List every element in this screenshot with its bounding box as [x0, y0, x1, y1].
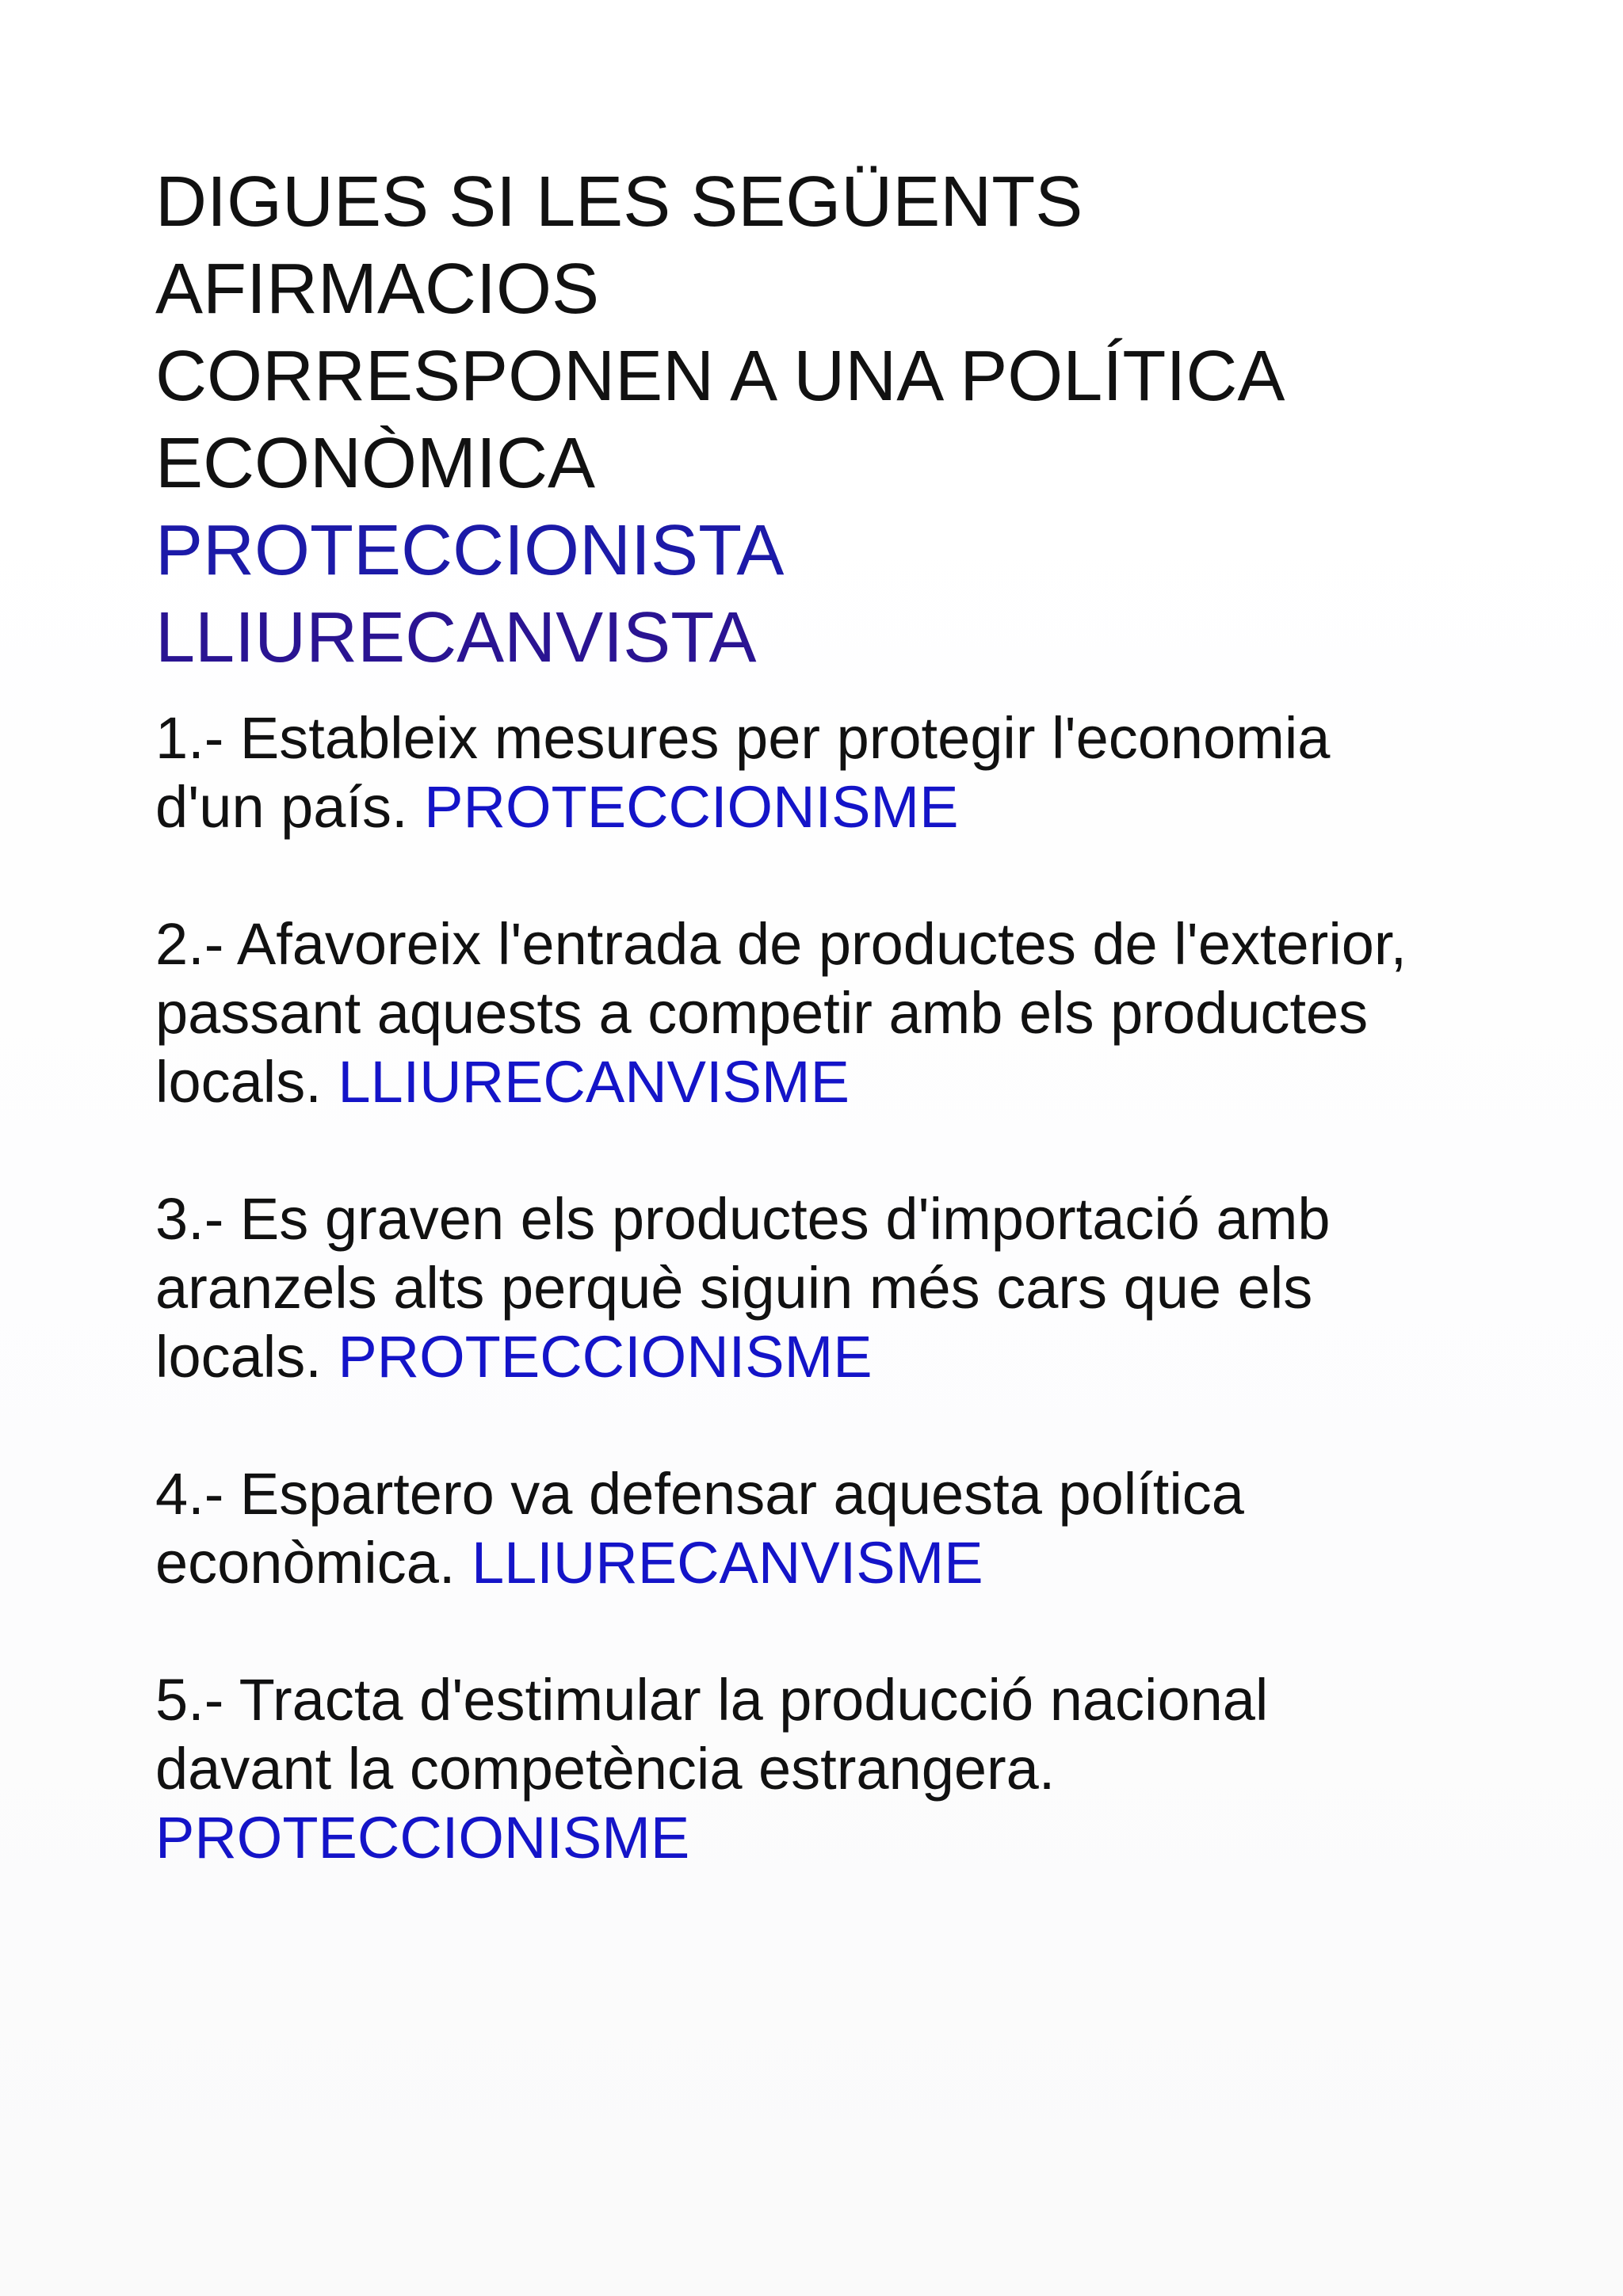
heading-line-4: ECONÒMICA — [155, 424, 596, 503]
question-5-line-2: davant la competència estrangera. — [155, 1736, 1056, 1802]
question-1-answer: PROTECCIONISME — [424, 774, 959, 840]
heading-line-2: AFIRMACIOS — [155, 250, 600, 329]
question-item — [155, 704, 1503, 841]
question-2-line-2: passant aquests a competir amb els productes — [155, 980, 1369, 1046]
question-4-text: econòmica. — [155, 1530, 472, 1596]
question-2-answer: LLIURECANVISME — [338, 1049, 850, 1115]
question-3-line-2: aranzels alts perquè siguin més cars que els — [155, 1255, 1313, 1321]
question-3-line-1: 3.- Es graven els productes d'importació amb — [155, 1186, 1331, 1252]
question-3-line-3 — [155, 1322, 1503, 1391]
question-5-line-1: 5.- Tracta d'estimular la producció nacional — [155, 1667, 1269, 1733]
question-2-text: locals. — [155, 1049, 338, 1115]
question-1-line-1: 1.- Estableix mesures per protegir l'economia — [155, 705, 1331, 771]
question-4-answer: LLIURECANVISME — [471, 1530, 983, 1596]
instruction-heading — [155, 158, 1503, 681]
question-1-line-2 — [155, 772, 1503, 841]
question-item — [155, 910, 1503, 1116]
question-5-answer: PROTECCIONISME — [155, 1805, 690, 1871]
question-4-line-2 — [155, 1528, 1503, 1597]
question-1-text: d'un país. — [155, 774, 425, 840]
question-4-line-1: 4.- Espartero va defensar aquesta política — [155, 1461, 1244, 1527]
option-free-trade: LLIURECANVISTA — [155, 598, 757, 677]
heading-line-3: CORRESPONEN A UNA POLÍTICA — [155, 337, 1285, 416]
question-3-answer: PROTECCIONISME — [338, 1324, 873, 1390]
question-item — [155, 1459, 1503, 1597]
question-item — [155, 1665, 1503, 1872]
question-2-line-1: 2.- Afavoreix l'entrada de productes de l'exterior, — [155, 911, 1407, 977]
heading-line-1: DIGUES SI LES SEGÜENTS — [155, 162, 1083, 242]
question-2-line-3 — [155, 1047, 1503, 1116]
document-content — [155, 158, 1503, 1940]
option-protectionist: PROTECCIONISTA — [155, 511, 785, 590]
question-3-text: locals. — [155, 1324, 338, 1390]
question-item — [155, 1184, 1503, 1391]
question-list — [155, 704, 1503, 1872]
